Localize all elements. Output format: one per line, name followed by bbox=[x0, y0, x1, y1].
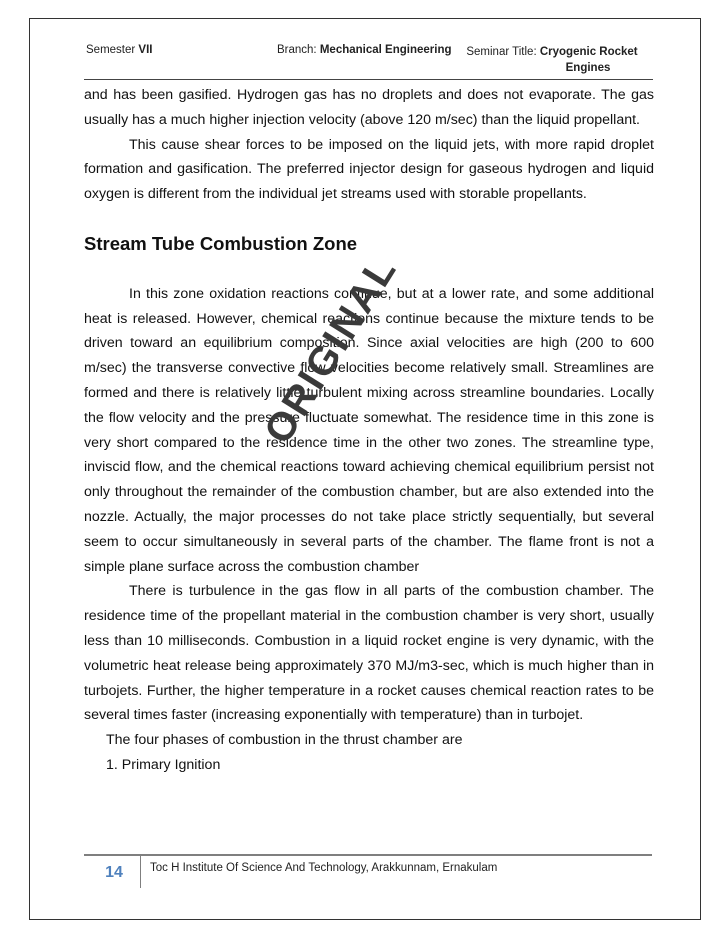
page-number: 14 bbox=[105, 864, 123, 881]
body-content bbox=[84, 83, 654, 778]
semester-label: Semester bbox=[86, 44, 136, 56]
paragraph-4: There is turbulence in the gas flow in all parts of the combustion chamber. The residence time of the propellant material in the combustion chamber is very short, usually less than 10 milliseconds. Combustion in a liquid rocket engine is very dynamic, with the volumetric heat release being approximately 370 MJ/m3-sec, which is much higher than in turbojets. Further, the higher temperature in a rocket causes chemical reaction rates to be several times faster (increasing exponentially with temperature) than in turbojet. bbox=[84, 583, 654, 724]
header-divider bbox=[84, 79, 653, 80]
watermark-stamp: ORIGINAL bbox=[256, 248, 406, 452]
paragraph-3: In this zone oxidation reactions continue, but at a lower rate, and some additional heat is released. However, chemical reactions continue because the mixture tends to be driven toward an equilibrium composition. Since axial velocities are high (200 to 600 m/sec) the transverse convective flow velocities become relatively small. Streamlines are formed and there is relatively little turbulent mixing across streamline boundaries. Locally the flow velocity and the pressure fluctuate somewhat. The residence time in this zone is very short compared to the residence time in the other two zones. The streamline type, inviscid flow, and the chemical reactions toward achieving chemical equilibrium persist not only throughout the remainder of the combustion chamber, but are also extended into the nozzle. Actually, the major processes do not take place strictly sequentially, but several seem to occur simultaneously in several parts of the chamber. The flame front is not a simple plane surface across the combustion chamber bbox=[84, 285, 654, 575]
seminar-label: Seminar Title: bbox=[466, 46, 537, 58]
paragraph-2: This cause shear forces to be imposed on the liquid jets, with more rapid droplet formation and gasification. The preferred injector design for gaseous hydrogen and liquid oxygen is different from the individual jet streams used with storable propellants. bbox=[84, 136, 654, 203]
footer-divider bbox=[84, 854, 652, 856]
header-semester bbox=[86, 44, 152, 56]
paragraph-5: The four phases of combustion in the thrust chamber are bbox=[106, 732, 463, 749]
header-branch bbox=[277, 44, 452, 56]
branch-value: Mechanical Engineering bbox=[319, 44, 452, 56]
page-number-separator bbox=[140, 856, 141, 888]
seminar-value-line1: Cryogenic Rocket bbox=[539, 46, 638, 58]
section-heading: Stream Tube Combustion Zone bbox=[84, 232, 358, 254]
semester-value: VII bbox=[138, 44, 153, 56]
paragraph-1: and has been gasified. Hydrogen gas has no droplets and does not evaporate. The gas usually has a much higher injection velocity (above 120 m/sec) than the liquid propellant. bbox=[84, 87, 654, 128]
branch-label: Branch: bbox=[277, 44, 317, 56]
seminar-value-line2: Engines bbox=[565, 62, 611, 74]
footer-institute: Toc H Institute Of Science And Technology, Arakkunnam, Ernakulam bbox=[150, 862, 498, 874]
list-item: 1. Primary Ignition bbox=[106, 756, 221, 773]
page-header bbox=[84, 44, 650, 78]
header-seminar-title bbox=[457, 44, 647, 76]
